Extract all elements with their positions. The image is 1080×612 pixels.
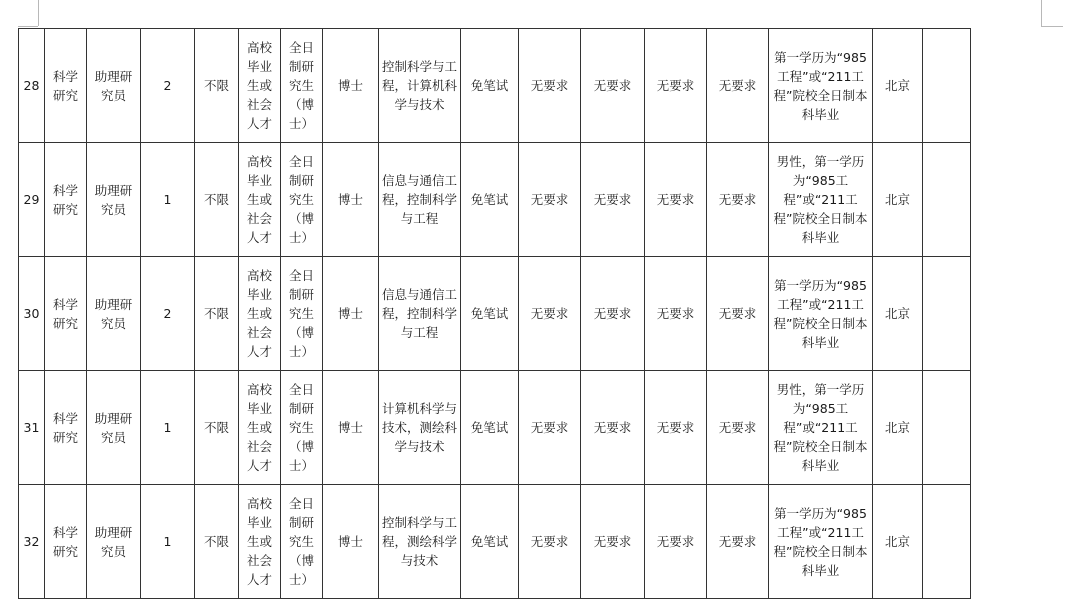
exam-cell: 免笔试 — [461, 371, 519, 485]
requirement-cell-4: 无要求 — [707, 257, 769, 371]
unlimited-cell: 不限 — [195, 29, 239, 143]
requirement-cell-2: 无要求 — [581, 257, 645, 371]
requirement-cell-4: 无要求 — [707, 485, 769, 599]
study-mode-cell: 全日制研究生（博士） — [281, 29, 323, 143]
requirement-cell-3: 无要求 — [645, 257, 707, 371]
other-conditions-cell: 第一学历为“985工程”或“211工程”院校全日制本科毕业 — [769, 485, 873, 599]
empty-cell — [923, 485, 971, 599]
study-mode-cell: 全日制研究生（博士） — [281, 485, 323, 599]
row-number-cell: 30 — [19, 257, 45, 371]
table-row — [19, 29, 971, 143]
position-cell: 助理研究员 — [87, 257, 141, 371]
category-cell: 科学研究 — [45, 371, 87, 485]
requirement-cell-3: 无要求 — [645, 143, 707, 257]
requirement-cell-4: 无要求 — [707, 29, 769, 143]
page-margin-mark-right-h — [1041, 26, 1063, 27]
other-conditions-cell: 第一学历为“985工程”或“211工程”院校全日制本科毕业 — [769, 257, 873, 371]
category-cell: 科学研究 — [45, 143, 87, 257]
page-margin-mark-left-h — [18, 26, 38, 27]
headcount-cell: 1 — [141, 143, 195, 257]
major-cell: 信息与通信工程，控制科学与工程 — [379, 143, 461, 257]
position-cell: 助理研究员 — [87, 29, 141, 143]
location-cell: 北京 — [873, 485, 923, 599]
headcount-cell: 2 — [141, 257, 195, 371]
degree-cell: 博士 — [323, 29, 379, 143]
requirement-cell-4: 无要求 — [707, 143, 769, 257]
requirement-cell-3: 无要求 — [645, 485, 707, 599]
row-number-cell: 28 — [19, 29, 45, 143]
page-margin-mark-right — [1041, 0, 1042, 26]
recruitment-table — [18, 28, 971, 599]
degree-cell: 博士 — [323, 257, 379, 371]
location-cell: 北京 — [873, 143, 923, 257]
requirement-cell-1: 无要求 — [519, 257, 581, 371]
requirement-cell-1: 无要求 — [519, 29, 581, 143]
major-cell: 控制科学与工程，计算机科学与技术 — [379, 29, 461, 143]
exam-cell: 免笔试 — [461, 257, 519, 371]
position-cell: 助理研究员 — [87, 143, 141, 257]
major-cell: 控制科学与工程，测绘科学与技术 — [379, 485, 461, 599]
unlimited-cell: 不限 — [195, 257, 239, 371]
category-cell: 科学研究 — [45, 29, 87, 143]
study-mode-cell: 全日制研究生（博士） — [281, 371, 323, 485]
requirement-cell-2: 无要求 — [581, 143, 645, 257]
headcount-cell: 1 — [141, 485, 195, 599]
degree-cell: 博士 — [323, 143, 379, 257]
requirement-cell-3: 无要求 — [645, 371, 707, 485]
position-cell: 助理研究员 — [87, 485, 141, 599]
category-cell: 科学研究 — [45, 257, 87, 371]
row-number-cell: 32 — [19, 485, 45, 599]
other-conditions-cell: 男性，第一学历为“985工程”或“211工程”院校全日制本科毕业 — [769, 371, 873, 485]
table-row — [19, 485, 971, 599]
requirement-cell-2: 无要求 — [581, 485, 645, 599]
requirement-cell-2: 无要求 — [581, 29, 645, 143]
candidate-source-cell: 高校毕业生或社会人才 — [239, 143, 281, 257]
requirement-cell-4: 无要求 — [707, 371, 769, 485]
other-conditions-cell: 男性，第一学历为“985工程”或“211工程”院校全日制本科毕业 — [769, 143, 873, 257]
row-number-cell: 31 — [19, 371, 45, 485]
unlimited-cell: 不限 — [195, 371, 239, 485]
empty-cell — [923, 371, 971, 485]
page-margin-mark-left — [38, 0, 39, 26]
unlimited-cell: 不限 — [195, 143, 239, 257]
location-cell: 北京 — [873, 371, 923, 485]
table-row — [19, 371, 971, 485]
exam-cell: 免笔试 — [461, 143, 519, 257]
empty-cell — [923, 29, 971, 143]
empty-cell — [923, 257, 971, 371]
headcount-cell: 1 — [141, 371, 195, 485]
other-conditions-cell: 第一学历为“985工程”或“211工程”院校全日制本科毕业 — [769, 29, 873, 143]
study-mode-cell: 全日制研究生（博士） — [281, 257, 323, 371]
requirement-cell-1: 无要求 — [519, 485, 581, 599]
major-cell: 信息与通信工程，控制科学与工程 — [379, 257, 461, 371]
major-cell: 计算机科学与技术，测绘科学与技术 — [379, 371, 461, 485]
exam-cell: 免笔试 — [461, 485, 519, 599]
table-row — [19, 257, 971, 371]
candidate-source-cell: 高校毕业生或社会人才 — [239, 257, 281, 371]
row-number-cell: 29 — [19, 143, 45, 257]
requirement-cell-1: 无要求 — [519, 371, 581, 485]
degree-cell: 博士 — [323, 371, 379, 485]
candidate-source-cell: 高校毕业生或社会人才 — [239, 485, 281, 599]
candidate-source-cell: 高校毕业生或社会人才 — [239, 29, 281, 143]
headcount-cell: 2 — [141, 29, 195, 143]
unlimited-cell: 不限 — [195, 485, 239, 599]
exam-cell: 免笔试 — [461, 29, 519, 143]
location-cell: 北京 — [873, 29, 923, 143]
category-cell: 科学研究 — [45, 485, 87, 599]
table-row — [19, 143, 971, 257]
study-mode-cell: 全日制研究生（博士） — [281, 143, 323, 257]
candidate-source-cell: 高校毕业生或社会人才 — [239, 371, 281, 485]
location-cell: 北京 — [873, 257, 923, 371]
requirement-cell-3: 无要求 — [645, 29, 707, 143]
requirement-cell-2: 无要求 — [581, 371, 645, 485]
requirement-cell-1: 无要求 — [519, 143, 581, 257]
empty-cell — [923, 143, 971, 257]
degree-cell: 博士 — [323, 485, 379, 599]
position-cell: 助理研究员 — [87, 371, 141, 485]
table-body — [19, 29, 971, 599]
